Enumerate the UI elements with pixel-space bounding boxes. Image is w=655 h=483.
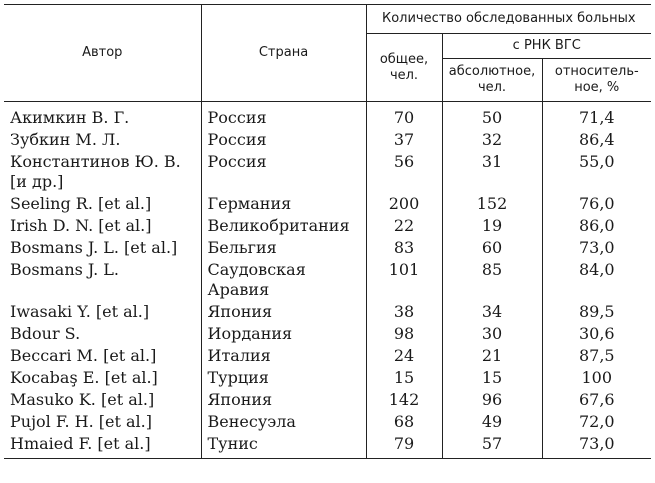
cell-total: 24 — [366, 345, 442, 367]
cell-author: Seeling R. [et al.] — [4, 193, 201, 215]
cell-relative: 71,4 — [542, 102, 651, 130]
cell-absolute: 21 — [442, 345, 542, 367]
cell-absolute: 96 — [442, 389, 542, 411]
header-total: общее, чел. — [366, 34, 442, 102]
cell-country: Россия — [201, 151, 366, 193]
cell-absolute: 15 — [442, 367, 542, 389]
table-row — [4, 389, 651, 411]
cell-total: 101 — [366, 259, 442, 301]
cell-absolute: 34 — [442, 301, 542, 323]
cell-relative: 87,5 — [542, 345, 651, 367]
cell-author: Kocabaş E. [et al.] — [4, 367, 201, 389]
cell-author: Зубкин М. Л. — [4, 129, 201, 151]
header-author: Автор — [4, 5, 201, 102]
cell-relative: 100 — [542, 367, 651, 389]
cell-absolute: 30 — [442, 323, 542, 345]
cell-total: 200 — [366, 193, 442, 215]
cell-country: Великобритания — [201, 215, 366, 237]
cell-relative: 76,0 — [542, 193, 651, 215]
cell-relative: 73,0 — [542, 237, 651, 259]
cell-total: 37 — [366, 129, 442, 151]
cell-country: Япония — [201, 389, 366, 411]
cell-relative: 89,5 — [542, 301, 651, 323]
cell-absolute: 50 — [442, 102, 542, 130]
table-row — [4, 259, 651, 301]
cell-country: Венесуэла — [201, 411, 366, 433]
cell-total: 38 — [366, 301, 442, 323]
patients-table — [4, 4, 651, 459]
cell-author: Hmaied F. [et al.] — [4, 433, 201, 459]
cell-relative: 72,0 — [542, 411, 651, 433]
header-rna-group: с РНК ВГС — [442, 34, 651, 59]
table-row — [4, 237, 651, 259]
cell-country: Германия — [201, 193, 366, 215]
table-row — [4, 323, 651, 345]
cell-author: Bdour S. — [4, 323, 201, 345]
cell-country: Италия — [201, 345, 366, 367]
cell-country: Япония — [201, 301, 366, 323]
cell-relative: 86,0 — [542, 215, 651, 237]
table-row — [4, 129, 651, 151]
cell-country: Тунис — [201, 433, 366, 459]
cell-relative: 30,6 — [542, 323, 651, 345]
table-header — [4, 5, 651, 102]
cell-absolute: 57 — [442, 433, 542, 459]
cell-absolute: 85 — [442, 259, 542, 301]
cell-total: 68 — [366, 411, 442, 433]
cell-country: Саудовская Аравия — [201, 259, 366, 301]
table-row — [4, 433, 651, 459]
cell-relative: 84,0 — [542, 259, 651, 301]
cell-author: Константинов Ю. В. [и др.] — [4, 151, 201, 193]
cell-country: Турция — [201, 367, 366, 389]
cell-relative: 55,0 — [542, 151, 651, 193]
cell-country: Бельгия — [201, 237, 366, 259]
cell-country: Россия — [201, 102, 366, 130]
cell-country: Россия — [201, 129, 366, 151]
table-row — [4, 345, 651, 367]
cell-author: Pujol F. H. [et al.] — [4, 411, 201, 433]
cell-author: Irish D. N. [et al.] — [4, 215, 201, 237]
header-country: Страна — [201, 5, 366, 102]
table-row — [4, 102, 651, 130]
cell-total: 56 — [366, 151, 442, 193]
cell-author: Акимкин В. Г. — [4, 102, 201, 130]
header-absolute: абсолютное, чел. — [442, 59, 542, 102]
cell-country: Иордания — [201, 323, 366, 345]
cell-total: 79 — [366, 433, 442, 459]
cell-total: 83 — [366, 237, 442, 259]
cell-author: Masuko K. [et al.] — [4, 389, 201, 411]
table-row — [4, 151, 651, 193]
cell-author: Bosmans J. L. [et al.] — [4, 237, 201, 259]
cell-absolute: 19 — [442, 215, 542, 237]
cell-author: Beccari M. [et al.] — [4, 345, 201, 367]
cell-absolute: 152 — [442, 193, 542, 215]
table-row — [4, 193, 651, 215]
table-body — [4, 102, 651, 459]
cell-absolute: 60 — [442, 237, 542, 259]
cell-total: 142 — [366, 389, 442, 411]
cell-author: Bosmans J. L. — [4, 259, 201, 301]
header-patients-group: Количество обследованных больных — [366, 5, 651, 34]
cell-absolute: 49 — [442, 411, 542, 433]
table-row — [4, 215, 651, 237]
cell-relative: 73,0 — [542, 433, 651, 459]
cell-absolute: 32 — [442, 129, 542, 151]
cell-author: Iwasaki Y. [et al.] — [4, 301, 201, 323]
cell-total: 98 — [366, 323, 442, 345]
table-row — [4, 301, 651, 323]
table-row — [4, 367, 651, 389]
cell-total: 22 — [366, 215, 442, 237]
table-row — [4, 411, 651, 433]
cell-total: 70 — [366, 102, 442, 130]
cell-relative: 67,6 — [542, 389, 651, 411]
cell-absolute: 31 — [442, 151, 542, 193]
cell-relative: 86,4 — [542, 129, 651, 151]
header-relative: относитель-ное, % — [542, 59, 651, 102]
cell-total: 15 — [366, 367, 442, 389]
